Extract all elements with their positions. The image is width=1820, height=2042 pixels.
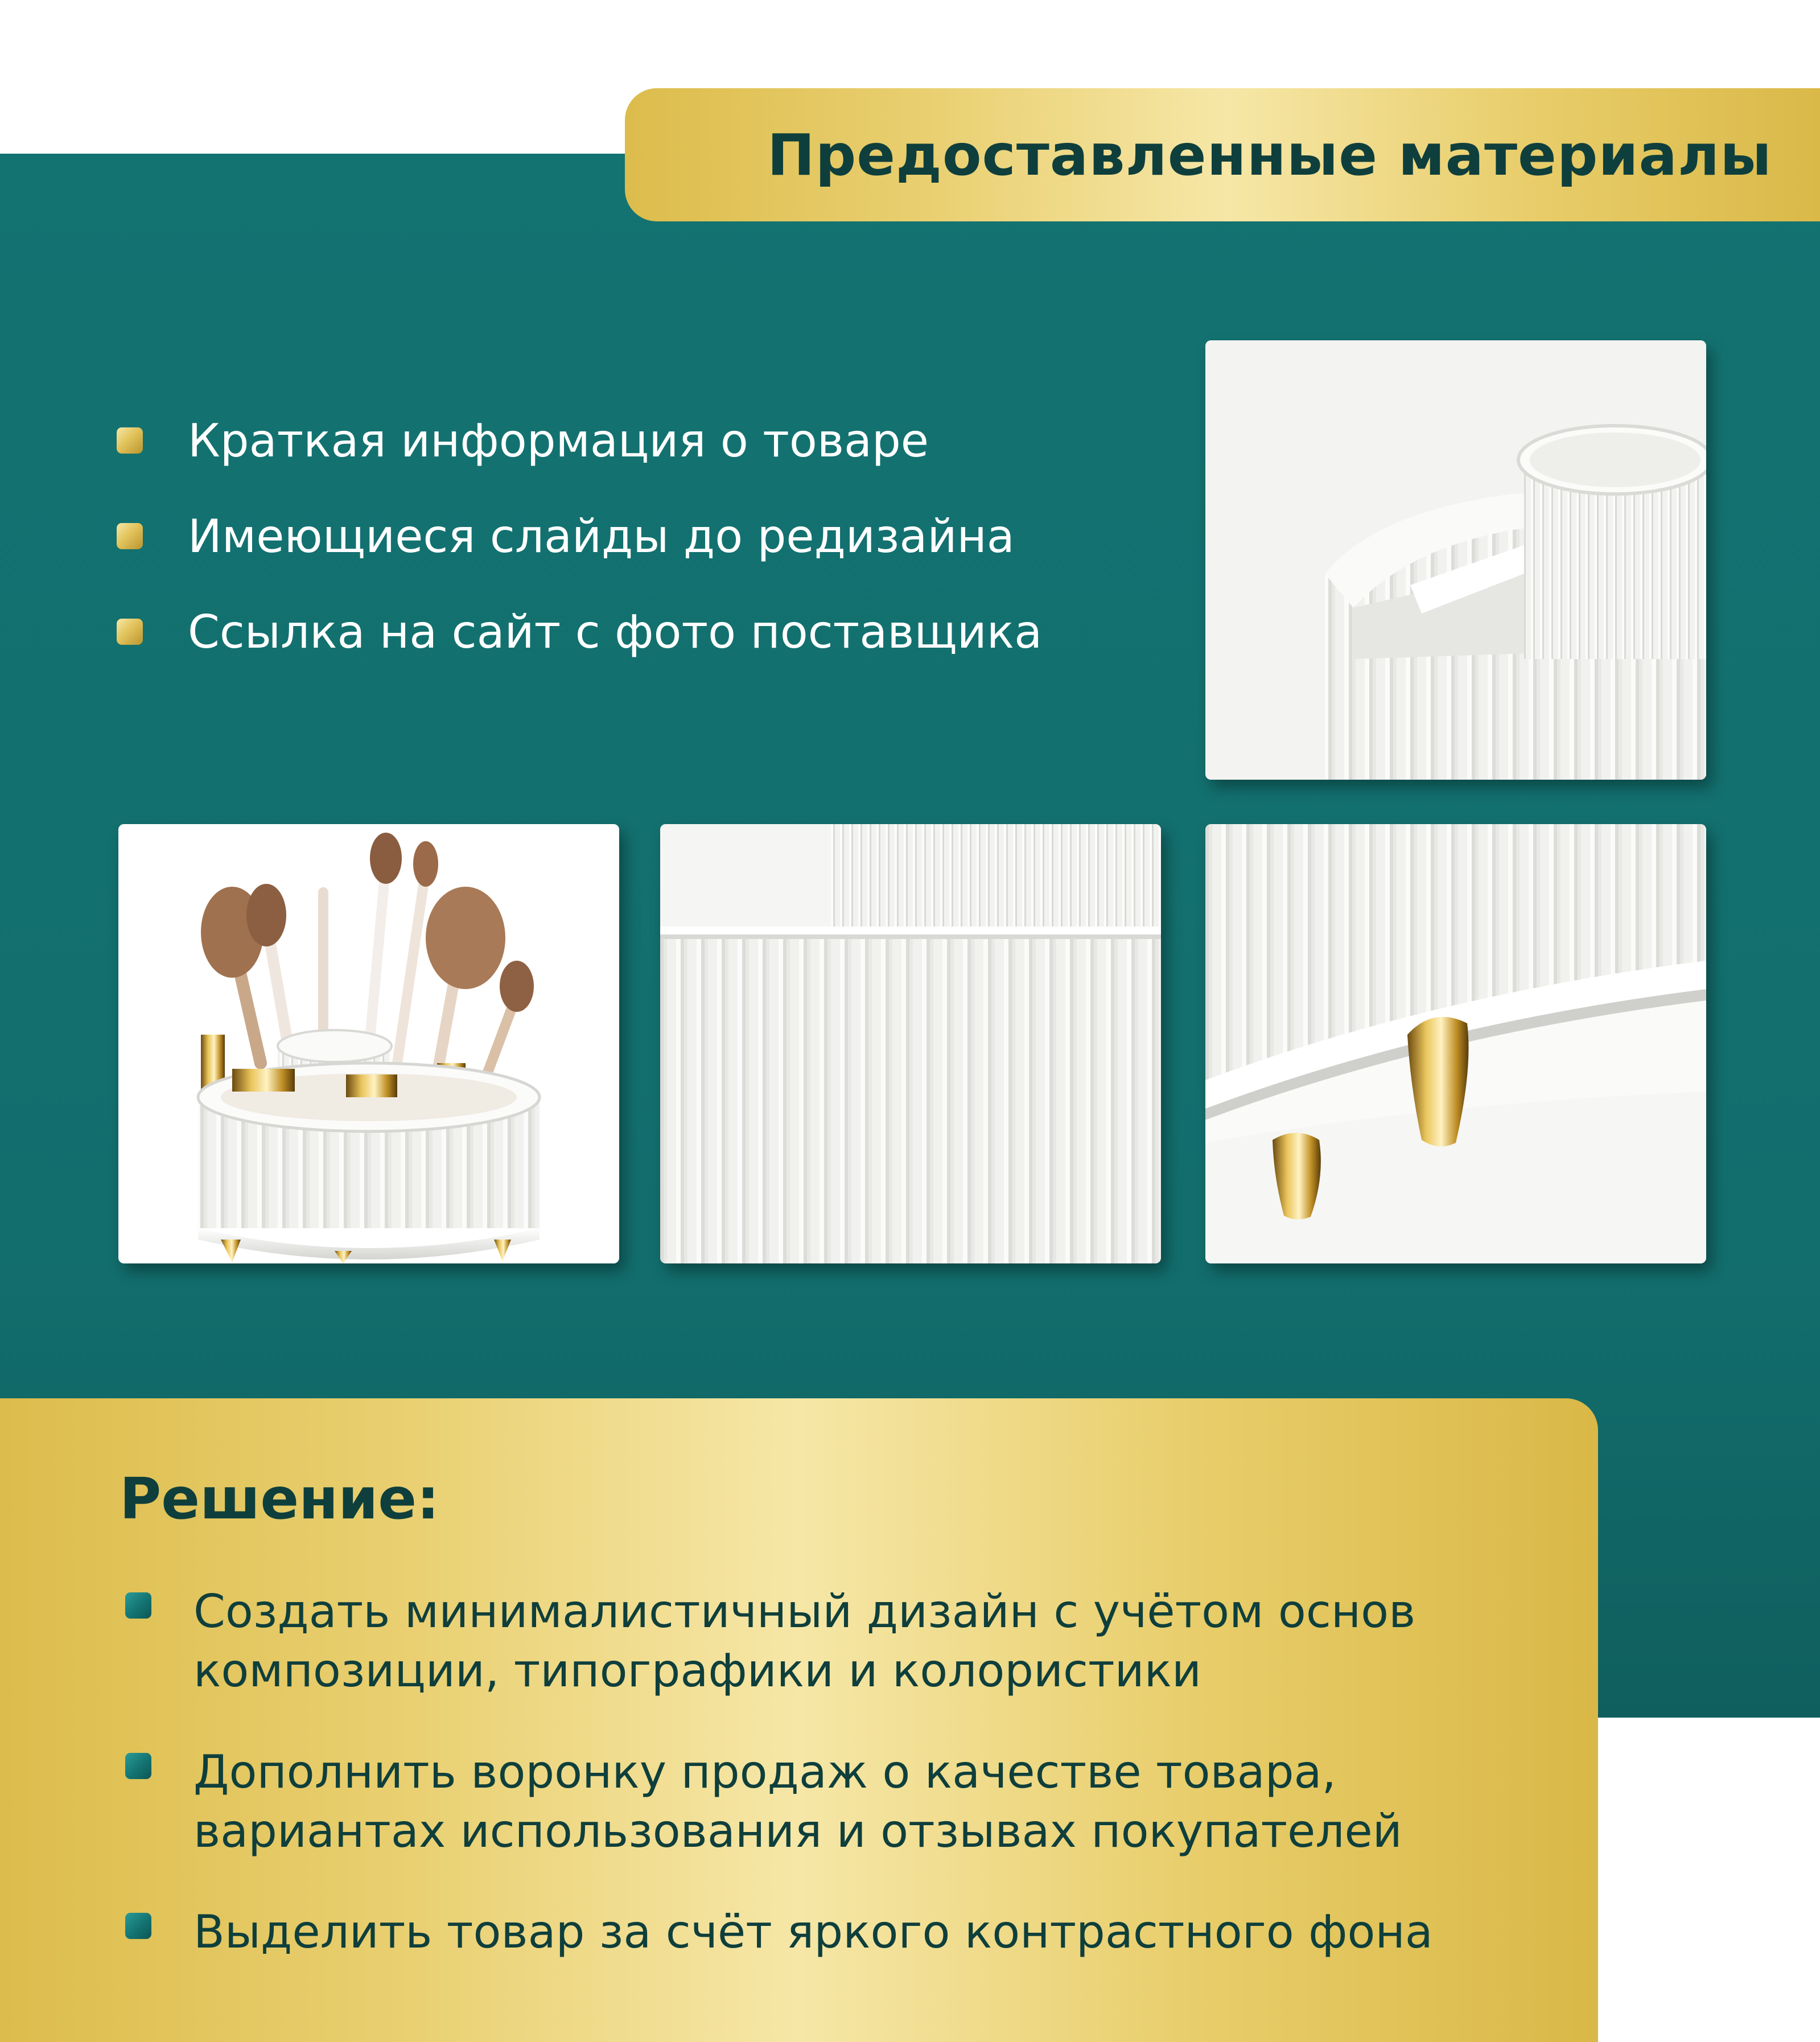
solution-item-text (193, 1743, 1402, 1861)
solution-title: Решение: (120, 1465, 440, 1532)
gold-square-bullet-icon (117, 427, 143, 454)
page-title: Предоставленные материалы (767, 121, 1772, 188)
materials-item-text: Краткая информация о товаре (188, 414, 929, 467)
title-banner (625, 88, 1820, 221)
organizer-gold-feet-photo (1205, 824, 1706, 1263)
materials-list-item (114, 393, 1042, 488)
materials-item-text: Имеющиеся слайды до редизайна (188, 509, 1015, 563)
materials-list-item (114, 488, 1042, 584)
solution-item-text (193, 1903, 1433, 1962)
solution-item-line: Дополнить воронку продаж о качестве товара, (193, 1745, 1336, 1798)
solution-list-item (120, 1582, 1415, 1701)
solution-item-line: вариантах использования и отзывах покупателей (193, 1805, 1402, 1858)
materials-item-text: Ссылка на сайт с фото поставщика (188, 605, 1043, 658)
solution-item-line: композиции, типографики и колористики (193, 1644, 1201, 1697)
solution-list-item (120, 1743, 1402, 1861)
materials-list (114, 393, 1042, 680)
gold-square-bullet-icon (117, 619, 143, 645)
solution-item-line: Выделить товар за счёт яркого контрастного фона (193, 1905, 1433, 1958)
organizer-top-photo (1205, 340, 1706, 780)
solution-list-item (120, 1903, 1433, 1962)
materials-list-item (114, 584, 1042, 680)
teal-square-bullet-icon (125, 1592, 151, 1619)
organizer-ribbed-side-photo (660, 824, 1161, 1263)
organizer-with-brushes-photo (118, 824, 619, 1263)
gold-square-bullet-icon (117, 523, 143, 549)
teal-square-bullet-icon (125, 1913, 151, 1939)
solution-item-text (193, 1582, 1415, 1701)
solution-item-line: Создать минималистичный дизайн с учётом основ (193, 1585, 1416, 1638)
teal-square-bullet-icon (125, 1753, 151, 1779)
